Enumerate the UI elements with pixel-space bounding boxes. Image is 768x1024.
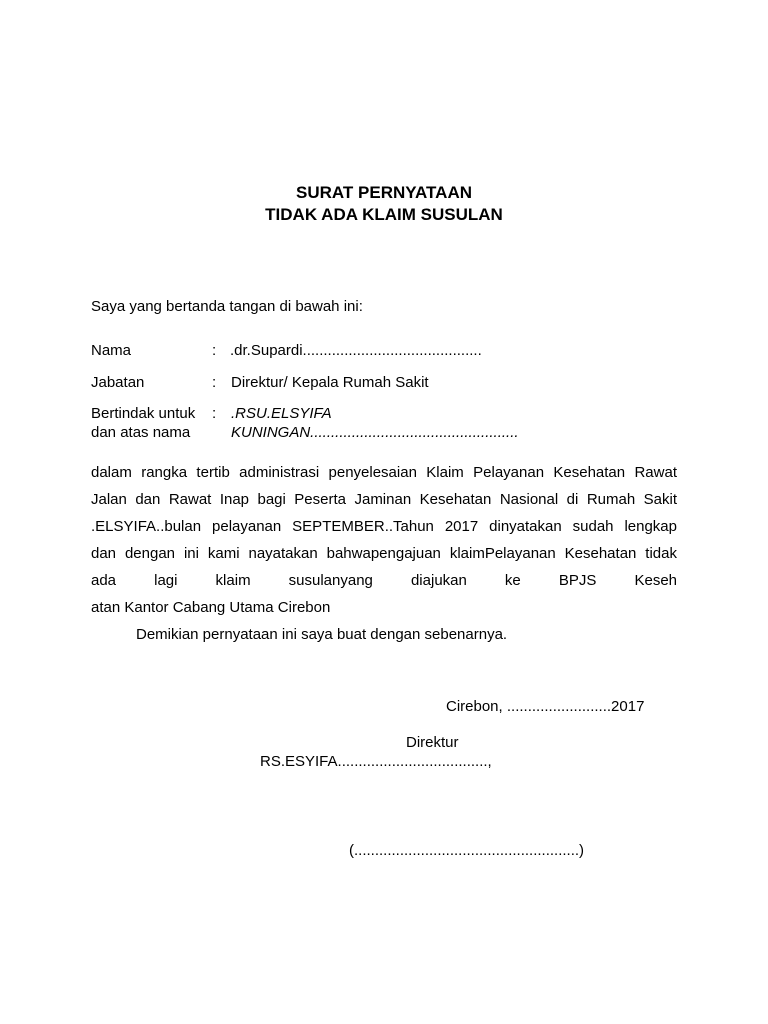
paragraph-line: ada lagi klaim susulanyang diajukan ke BPJS Keseh <box>91 572 677 589</box>
paragraph-line: atan Kantor Cabang Utama Cirebon <box>91 599 331 616</box>
jabatan-value: Direktur/ Kepala Rumah Sakit <box>231 374 429 391</box>
place-date: Cirebon, .........................2017 <box>446 698 645 715</box>
signature-placeholder: (......................................................) <box>349 842 585 859</box>
nama-value: .dr.Supardi........................................... <box>230 342 482 359</box>
paragraph-line: dan dengan ini kami nayatakan bahwapengajuan klaimPelayanan Kesehatan tidak <box>91 545 677 562</box>
bertindak-colon: : <box>212 405 217 422</box>
bertindak-value-line-2: KUNINGAN.................................................. <box>231 424 519 441</box>
bertindak-label-line-2: dan atas nama <box>91 424 191 441</box>
paragraph-line: .ELSYIFA..bulan pelayanan SEPTEMBER..Tahun 2017 dinyatakan sudah lengkap <box>91 518 677 535</box>
bertindak-value-line-1: .RSU.ELSYIFA <box>231 405 332 422</box>
nama-colon: : <box>212 342 217 359</box>
jabatan-colon: : <box>212 374 217 391</box>
signer-organization: RS.ESYIFA...................................., <box>260 753 492 770</box>
closing-text: Demikian pernyataan ini saya buat dengan sebenarnya. <box>136 626 508 643</box>
signer-title: Direktur <box>406 734 459 751</box>
paragraph-line: Jalan dan Rawat Inap bagi Peserta Jaminan Kesehatan Nasional di Rumah Sakit <box>91 491 677 508</box>
document-title-line-1: SURAT PERNYATAAN <box>296 183 472 202</box>
jabatan-label: Jabatan <box>91 374 145 391</box>
paragraph-line: dalam rangka tertib administrasi penyelesaian Klaim Pelayanan Kesehatan Rawat <box>91 464 677 481</box>
nama-label: Nama <box>91 342 132 359</box>
bertindak-label-line-1: Bertindak untuk <box>91 405 196 422</box>
document-title-line-2: TIDAK ADA KLAIM SUSULAN <box>265 205 503 224</box>
intro-text: Saya yang bertanda tangan di bawah ini: <box>91 298 363 315</box>
statement-paragraph <box>91 459 677 621</box>
